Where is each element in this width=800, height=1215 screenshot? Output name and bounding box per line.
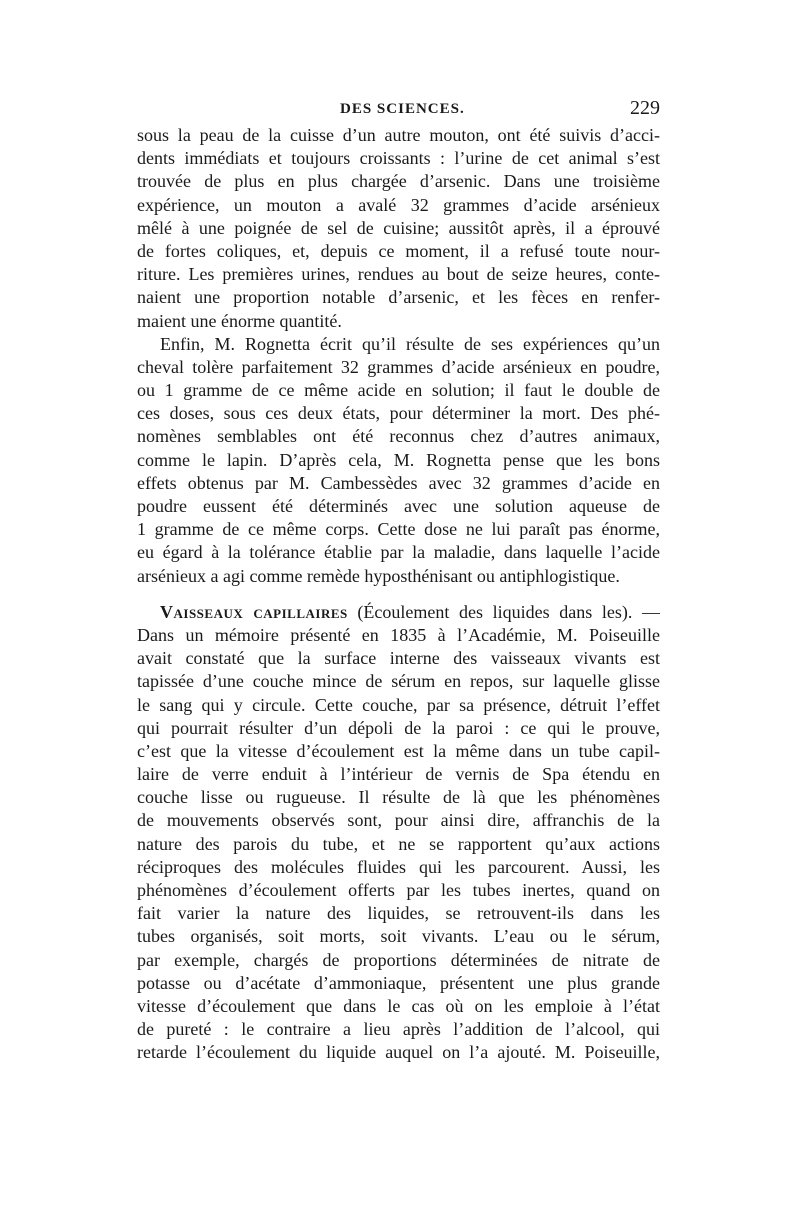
text-line: fait varier la nature des liquides, se retrouvent-ils dans les bbox=[137, 903, 660, 924]
text-line: le sang qui y circule. Cette couche, par sa présence, détruit l’effet bbox=[137, 694, 660, 715]
running-head: DES SCIENCES. bbox=[340, 101, 465, 117]
text-line: couche lisse ou rugueuse. Il résulte de là que les phénomènes bbox=[137, 787, 660, 808]
text-line: potasse ou d’acétate d’ammoniaque, présentent une plus grande bbox=[137, 972, 660, 993]
section-heading-subtitle: (Écoulement des liquides dans les). — bbox=[347, 601, 660, 622]
body-text bbox=[137, 124, 660, 1065]
text-line: eu égard à la tolérance établie par la maladie, dans laquelle l’acide bbox=[137, 542, 660, 563]
text-line: Dans un mémoire présenté en 1835 à l’Académie, M. Poiseuille bbox=[137, 624, 660, 645]
text-line: expérience, un mouton a avalé 32 grammes d’acide arsénieux bbox=[137, 194, 660, 215]
paragraph-capillary-vessels bbox=[137, 601, 660, 1065]
text-line: comme le lapin. D’après cela, M. Rognetta pense que les bons bbox=[137, 449, 660, 470]
text-line: poudre eussent été déterminés avec une solution aqueuse de bbox=[137, 496, 660, 516]
text-line: phénomènes d’écoulement offerts par les tubes inertes, quand on bbox=[137, 880, 660, 900]
text-line bbox=[137, 601, 660, 624]
text-line: riture. Les premières urines, rendues au bout de seize heures, conte- bbox=[137, 264, 660, 285]
page-number: 229 bbox=[630, 97, 660, 119]
text-line: maient une énorme quantité. bbox=[137, 310, 342, 331]
text-line: tapissée d’une couche mince de sérum en repos, sur laquelle glisse bbox=[137, 671, 660, 692]
page-header bbox=[137, 97, 660, 125]
text-line: 1 gramme de ce même corps. Cette dose ne lui paraît pas énorme, bbox=[137, 519, 660, 540]
section-heading: Vaisseaux capillaires bbox=[160, 601, 348, 622]
text-line: mêlé à une poignée de sel de cuisine; aussitôt après, il a éprouvé bbox=[137, 217, 660, 238]
text-line: effets obtenus par M. Cambessèdes avec 32 grammes d’acide en bbox=[137, 472, 660, 493]
text-line: de mouvements observés sont, pour ainsi dire, affranchis de la bbox=[137, 810, 660, 831]
text-line: ou 1 gramme de ce même acide en solution; il faut le double de bbox=[137, 380, 660, 401]
text-line: nature des parois du tube, et ne se rapportent qu’aux actions bbox=[137, 833, 660, 854]
text-line: de pureté : le contraire a lieu après l’addition de l’alcool, qui bbox=[137, 1019, 660, 1040]
text-line: dents immédiats et toujours croissants : l’urine de cet animal s’est bbox=[137, 148, 660, 169]
text-line: cheval tolère parfaitement 32 grammes d’acide arsénieux en poudre, bbox=[137, 356, 660, 377]
text-line: réciproques des molécules fluides qui les parcourent. Aussi, les bbox=[137, 856, 660, 877]
text-line: de fortes coliques, et, depuis ce moment, il a refusé toute nour- bbox=[137, 240, 660, 261]
text-line: sous la peau de la cuisse d’un autre mouton, ont été suivis d’acci- bbox=[137, 125, 660, 145]
text-line: Enfin, M. Rognetta écrit qu’il résulte de ses expériences qu’un bbox=[160, 333, 660, 354]
text-line: arsénieux a agi comme remède hyposthénisant ou antiphlogistique. bbox=[137, 565, 620, 586]
text-line: ces doses, sous ces deux états, pour déterminer la mort. Des phé- bbox=[137, 403, 660, 424]
text-line: qui pourrait résulter d’un dépoli de la paroi : ce qui le prouve, bbox=[137, 717, 660, 738]
text-line: par exemple, chargés de proportions déterminées de nitrate de bbox=[137, 949, 660, 970]
text-line: laire de verre enduit à l’intérieur de vernis de Spa étendu en bbox=[137, 764, 660, 785]
text-line: c’est que la vitesse d’écoulement est la même dans un tube capil- bbox=[137, 740, 660, 761]
section-gap bbox=[137, 588, 660, 601]
text-line: nomènes semblables ont été reconnus chez d’autres animaux, bbox=[137, 426, 660, 447]
text-line: retarde l’écoulement du liquide auquel on l’a ajouté. M. Poiseuille, bbox=[137, 1042, 660, 1063]
text-line: trouvée de plus en plus chargée d’arsenic. Dans une troisième bbox=[137, 171, 660, 192]
text-line: vitesse d’écoulement que dans le cas où on les emploie à l’état bbox=[137, 995, 660, 1016]
paragraph-arsenic-sheep bbox=[137, 124, 660, 333]
paragraph-rognetta bbox=[137, 333, 660, 588]
text-line: avait constaté que la surface interne des vaisseaux vivants est bbox=[137, 648, 660, 669]
text-line: tubes organisés, soit morts, soit vivants. L’eau ou le sérum, bbox=[137, 926, 660, 947]
text-line: naient une proportion notable d’arsenic, et les fèces en renfer- bbox=[137, 287, 660, 308]
